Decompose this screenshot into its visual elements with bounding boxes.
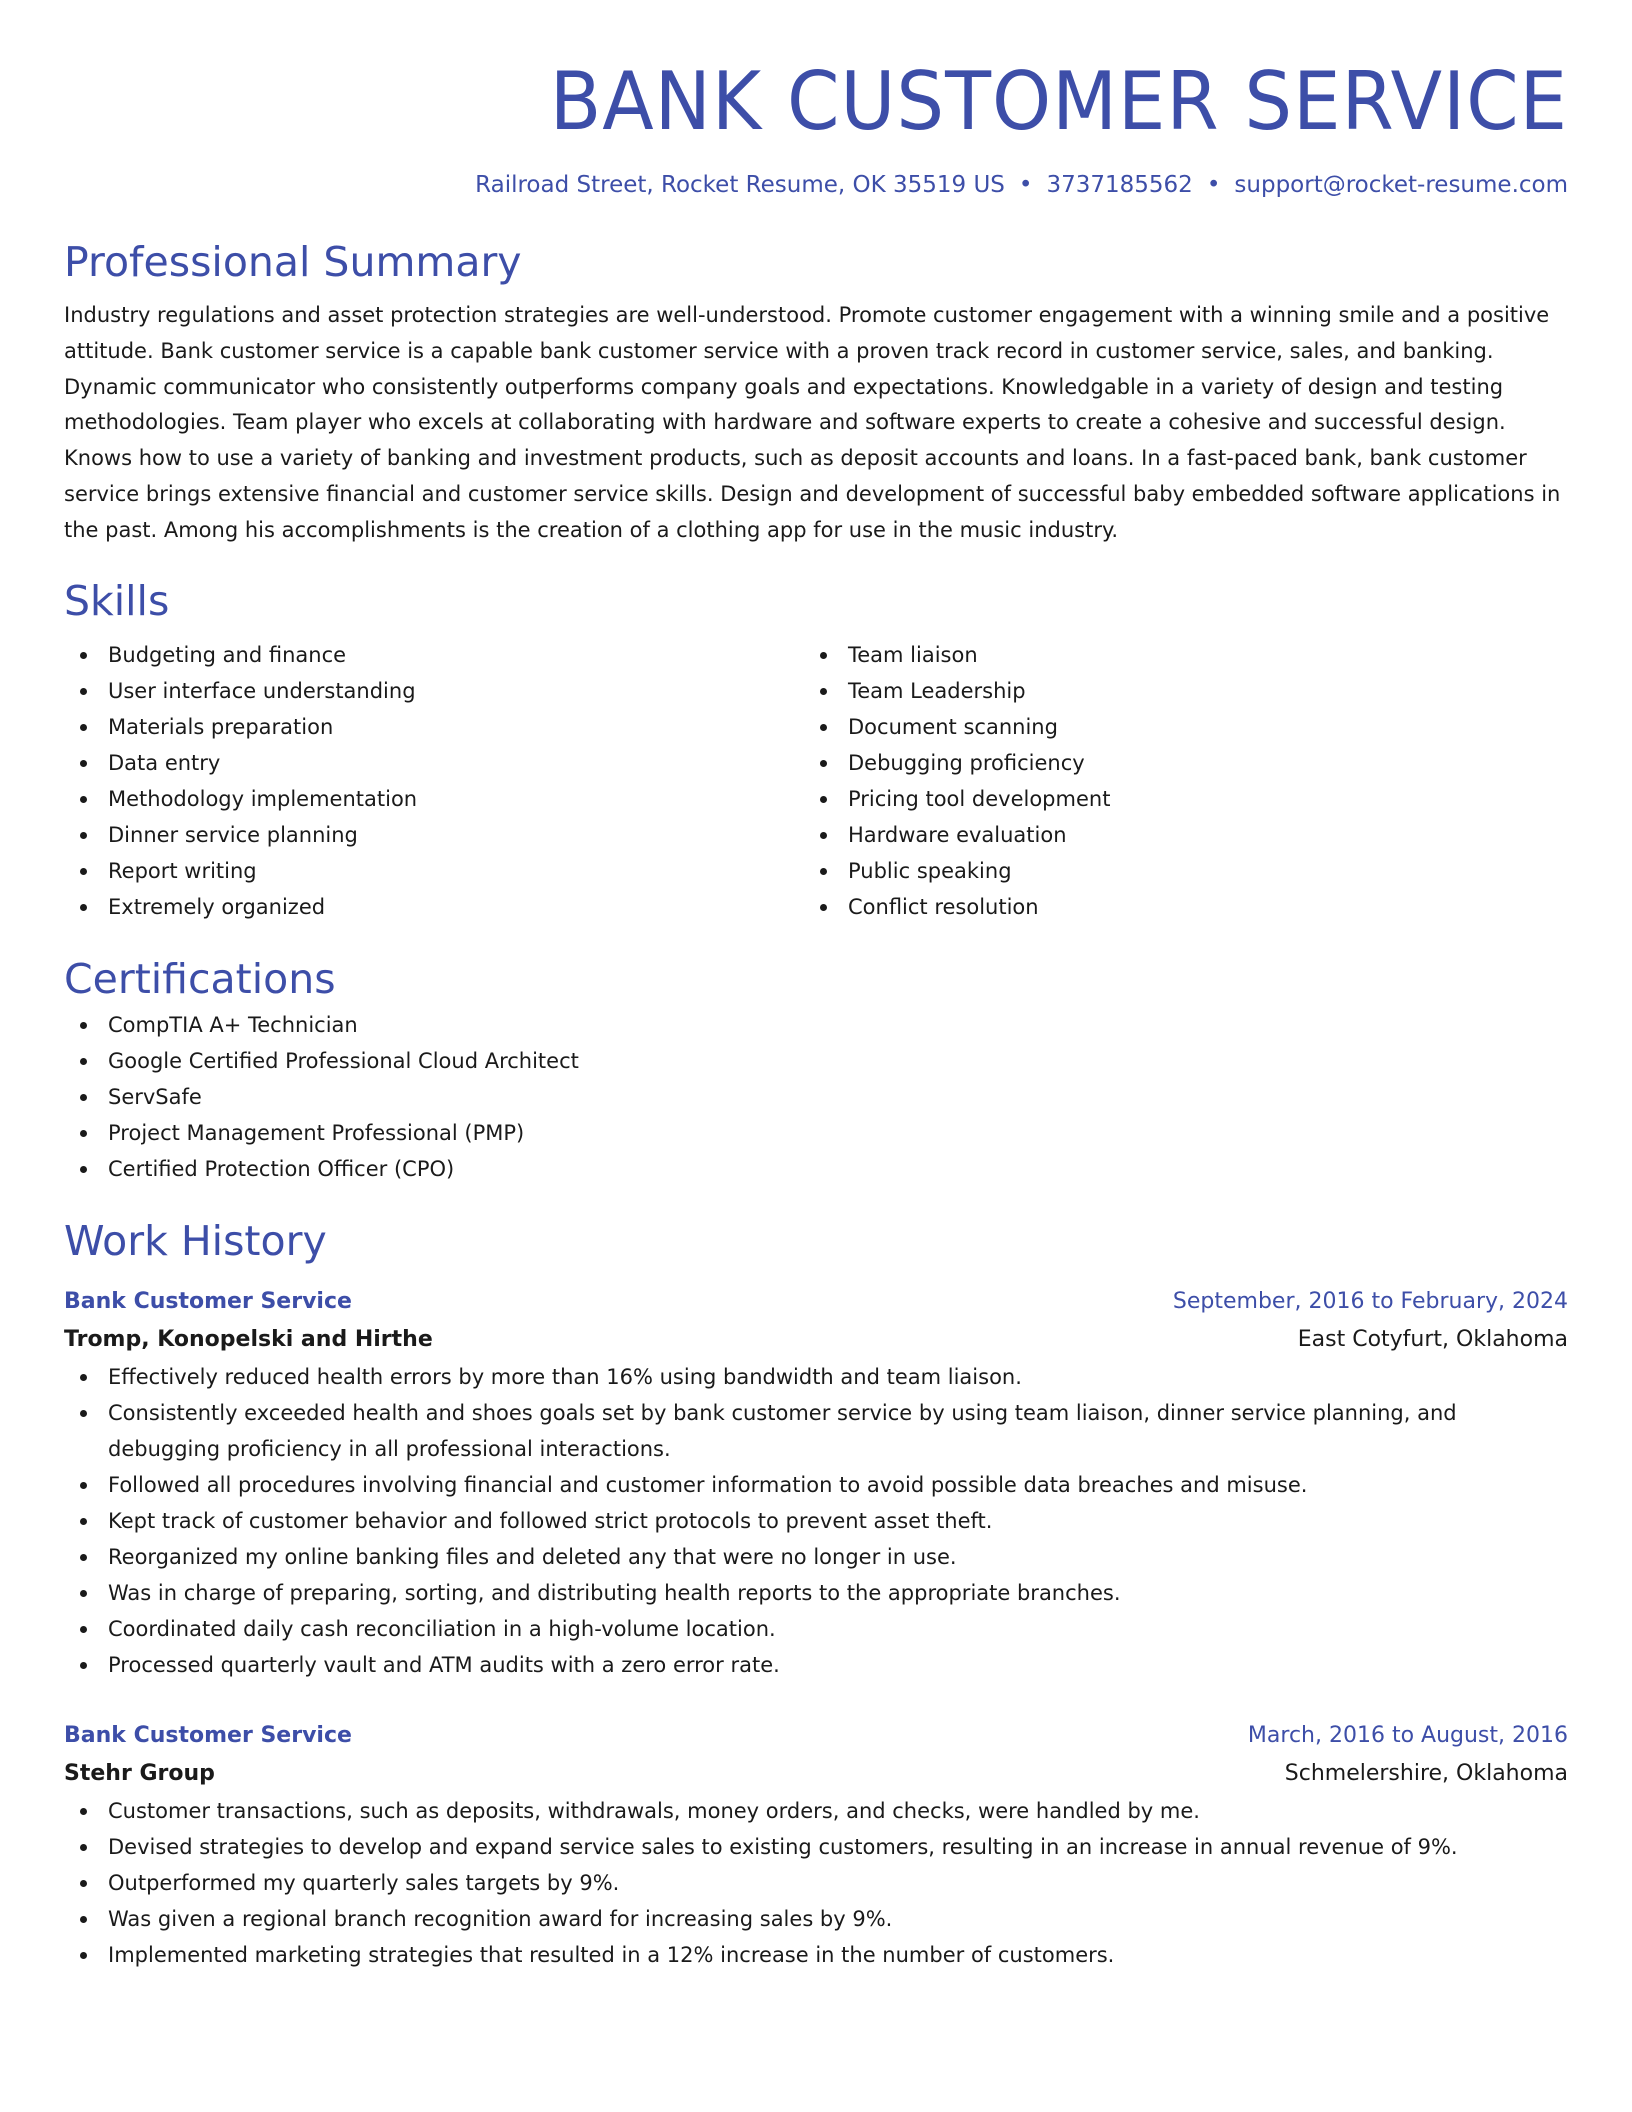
job-title: Bank Customer Service: [64, 1288, 352, 1314]
summary-heading: Professional Summary: [64, 238, 522, 286]
job-title: Bank Customer Service: [64, 1722, 352, 1748]
skill-item: Conflict resolution: [804, 889, 1544, 925]
job-company-row: [64, 1321, 1568, 1359]
contact-line: [64, 168, 1568, 202]
contact-phone: 3737185562: [1046, 172, 1193, 198]
job-company-row: [64, 1755, 1568, 1793]
resume-header: [64, 52, 1568, 202]
certification-item: Certified Protection Officer (CPO): [64, 1151, 1568, 1187]
skill-item: Debugging proficiency: [804, 745, 1544, 781]
job-bullet: Customer transactions, such as deposits, withdrawals, money orders, and checks, were handled by me.: [64, 1793, 1568, 1829]
job-bullet: Implemented marketing strategies that resulted in a 12% increase in the number of customers.: [64, 1937, 1568, 1973]
contact-address: Railroad Street, Rocket Resume, OK 35519 US: [475, 172, 1005, 198]
skill-item: Document scanning: [804, 709, 1544, 745]
job-bullet: Outperformed my quarterly sales targets by 9%.: [64, 1865, 1568, 1901]
job-bullet: Was in charge of preparing, sorting, and distributing health reports to the appropriate branches.: [64, 1575, 1568, 1611]
job-title-row: [64, 1717, 1568, 1755]
certification-item: Google Certified Professional Cloud Architect: [64, 1043, 1568, 1079]
job-bullet: Effectively reduced health errors by more than 16% using bandwidth and team liaison.: [64, 1359, 1568, 1395]
job-dates: March, 2016 to August, 2016: [1247, 1722, 1568, 1748]
job-location: East Cotyfurt, Oklahoma: [1297, 1326, 1568, 1352]
skill-item: Pricing tool development: [804, 781, 1544, 817]
skills-columns: [64, 637, 1568, 925]
summary-text: Industry regulations and asset protection strategies are well-understood. Promote customer engagement with a winning smile and a positive attitude. Bank customer service is a capable bank customer service with a proven track record in customer service, sales, and banking. Dynamic communicator who consistently outperforms company goals and expectations. Knowledgable in a variety of design and testing methodologies. Team player who excels at collaborating with hardware and software experts to create a cohesive and successful design. Knows how to use a variety of banking and investment products, such as deposit accounts and loans. In a fast-paced bank, bank customer service brings extensive financial and customer service skills. Design and development of successful baby embedded software applications in the past. Among his accomplishments is the creation of a clothing app for use in the music industry.: [64, 303, 1561, 542]
job-bullet: Followed all procedures involving financial and customer information to avoid possible data breaches and misuse.: [64, 1467, 1568, 1503]
job-bullets: [64, 1793, 1568, 1973]
job-company: Tromp, Konopelski and Hirthe: [64, 1326, 433, 1352]
skills-heading: Skills: [64, 576, 170, 625]
contact-email: support@rocket-resume.com: [1234, 172, 1568, 198]
skill-item: Extremely organized: [64, 889, 804, 925]
job-entry: [64, 1283, 1568, 1683]
skill-item: User interface understanding: [64, 673, 804, 709]
skill-item: Dinner service planning: [64, 817, 804, 853]
job-entry: [64, 1717, 1568, 1973]
skill-item: Public speaking: [804, 853, 1544, 889]
job-dates: September, 2016 to February, 2024: [1172, 1288, 1568, 1314]
job-bullet: Processed quarterly vault and ATM audits with a zero error rate.: [64, 1647, 1568, 1683]
skill-item: Methodology implementation: [64, 781, 804, 817]
job-bullet: Consistently exceeded health and shoes goals set by bank customer service by using team liaison, dinner service planning, and debugging proficiency in all professional interactions.: [64, 1395, 1568, 1467]
contact-separator: •: [1206, 172, 1221, 198]
skill-item: Team Leadership: [804, 673, 1544, 709]
job-bullet: Coordinated daily cash reconciliation in a high-volume location.: [64, 1611, 1568, 1647]
job-company: Stehr Group: [64, 1760, 215, 1786]
job-bullet: Reorganized my online banking files and deleted any that were no longer in use.: [64, 1539, 1568, 1575]
job-bullet: Was given a regional branch recognition award for increasing sales by 9%.: [64, 1901, 1568, 1937]
skills-list-right: [804, 637, 1544, 925]
certification-item: ServSafe: [64, 1079, 1568, 1115]
job-bullets: [64, 1359, 1568, 1683]
job-bullet: Devised strategies to develop and expand service sales to existing customers, resulting in an increase in annual revenue of 9%.: [64, 1829, 1568, 1865]
contact-separator: •: [1018, 172, 1033, 198]
job-location: Schmelershire, Oklahoma: [1284, 1760, 1568, 1786]
job-bullet: Kept track of customer behavior and followed strict protocols to prevent asset theft.: [64, 1503, 1568, 1539]
skills-list-left: [64, 637, 804, 925]
certification-item: CompTIA A+ Technician: [64, 1007, 1568, 1043]
skill-item: Team liaison: [804, 637, 1544, 673]
work-history-heading: Work History: [64, 1216, 327, 1265]
skill-item: Report writing: [64, 853, 804, 889]
certification-item: Project Management Professional (PMP): [64, 1115, 1568, 1151]
certifications-list: [64, 1007, 1568, 1187]
job-title-row: [64, 1283, 1568, 1321]
certifications-heading: Certifications: [64, 954, 336, 1003]
skill-item: Budgeting and finance: [64, 637, 804, 673]
skill-item: Hardware evaluation: [804, 817, 1544, 853]
skill-item: Data entry: [64, 745, 804, 781]
skill-item: Materials preparation: [64, 709, 804, 745]
candidate-name: BANK CUSTOMER SERVICE: [549, 55, 1568, 148]
